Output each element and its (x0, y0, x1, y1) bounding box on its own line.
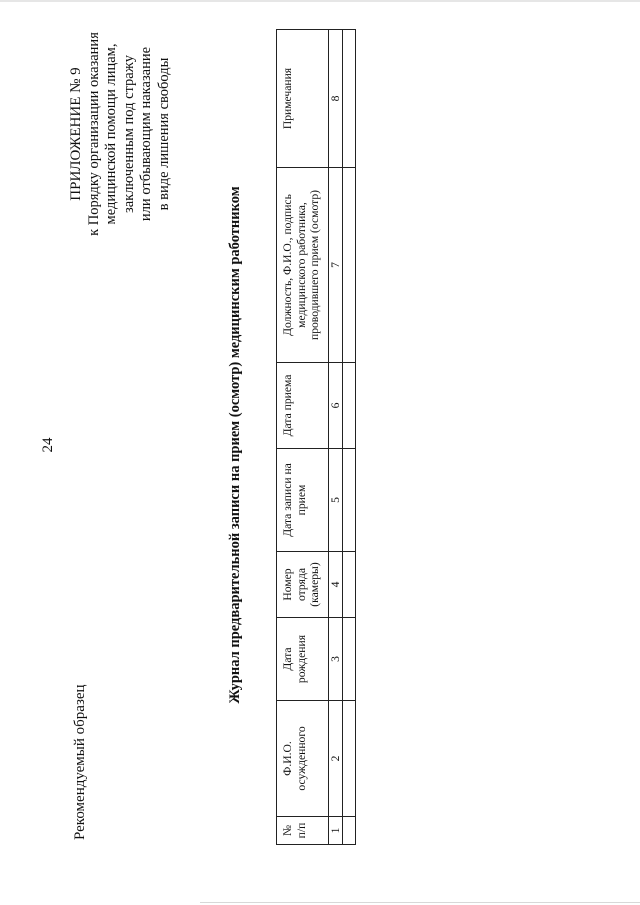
table-cell (343, 30, 356, 168)
column-number: 3 (329, 618, 343, 701)
header-cell-appointment-date: Дата приема (277, 363, 329, 449)
appendix-line: или отбывающим наказание (138, 46, 155, 222)
appendix-caption (68, 28, 174, 240)
appendix-line: в виде лишения свободы (155, 57, 172, 211)
column-number: 1 (329, 817, 343, 845)
header-cell-index: № п/п (277, 817, 329, 845)
header-cell-birth-date: Дата рождения (277, 618, 329, 701)
journal-title: Журнал предварительной записи на прием (осмотр) медицинским работником (227, 186, 243, 704)
appendix-line: медицинской помощи лицам, (103, 43, 120, 225)
header-cell-full-name: Ф.И.О. осужденного (277, 701, 329, 817)
table-row (343, 30, 356, 845)
header-cell-notes: Примечания (277, 30, 329, 168)
appendix-line: к Порядку организации оказания (85, 32, 102, 236)
journal-table (276, 29, 356, 845)
table-cell (343, 449, 356, 552)
column-number-row (329, 30, 343, 845)
table-cell (343, 618, 356, 701)
table-header-row (277, 30, 329, 845)
header-cell-medical-worker: Должность, Ф.И.О., подпись медицинского работника, проводившего прием (осмотр) (277, 168, 329, 363)
appendix-line: ПРИЛОЖЕНИЕ № 9 (68, 67, 84, 201)
table-cell (343, 552, 356, 618)
page-number: 24 (40, 437, 56, 453)
column-number: 4 (329, 552, 343, 618)
column-number: 2 (329, 701, 343, 817)
column-number: 6 (329, 363, 343, 449)
table-cell (343, 817, 356, 845)
column-number: 7 (329, 168, 343, 363)
table-cell (343, 701, 356, 817)
table-cell (343, 168, 356, 363)
column-number: 8 (329, 30, 343, 168)
header-cell-unit-number: Номер отряда (камеры) (277, 552, 329, 618)
header-cell-registration-date: Дата записи на прием (277, 449, 329, 552)
table-cell (343, 363, 356, 449)
column-number: 5 (329, 449, 343, 552)
appendix-line: заключенным под стражу (120, 55, 137, 214)
recommended-sample-label: Рекомендуемый образец (72, 684, 88, 840)
